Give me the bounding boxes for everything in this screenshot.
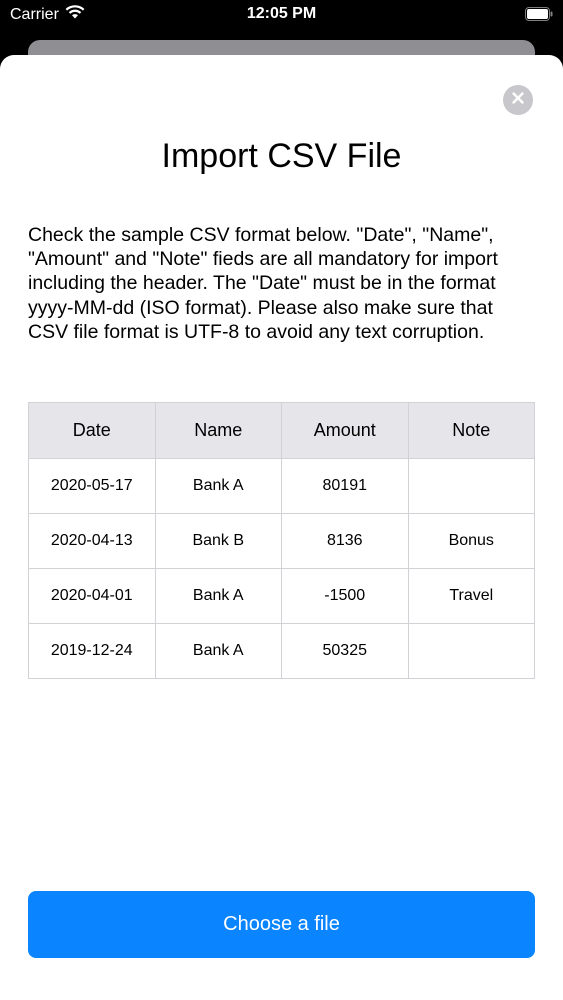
cell-amount: 8136 — [282, 514, 409, 569]
cell-name: Bank A — [155, 569, 282, 624]
cell-note: Bonus — [408, 514, 535, 569]
cell-amount: -1500 — [282, 569, 409, 624]
cell-note — [408, 459, 535, 514]
battery-icon — [525, 7, 553, 21]
sample-csv-table — [28, 402, 535, 679]
header-name: Name — [155, 403, 282, 459]
status-time: 12:05 PM — [246, 5, 317, 22]
close-icon — [511, 91, 525, 110]
cell-name: Bank A — [155, 624, 282, 679]
cell-date: 2019-12-24 — [29, 624, 156, 679]
table-row — [29, 459, 535, 514]
close-button[interactable] — [503, 85, 533, 115]
table-row — [29, 569, 535, 624]
header-amount: Amount — [282, 403, 409, 459]
cell-note: Travel — [408, 569, 535, 624]
cell-amount: 50325 — [282, 624, 409, 679]
header-date: Date — [29, 403, 156, 459]
description-text: Check the sample CSV format below. "Date", "Name", "Amount" and "Note" fieds are all mandatory for import including the header. The "Date" must be in the format yyyy-MM-dd (ISO format). Please also make sure that CSV file format is UTF-8 to avoid any text corruption. — [28, 224, 498, 343]
import-sheet — [0, 55, 563, 1000]
status-bar — [0, 0, 563, 30]
cell-name: Bank B — [155, 514, 282, 569]
cell-date: 2020-04-13 — [29, 514, 156, 569]
page-title: Import CSV File — [161, 137, 402, 175]
cell-date: 2020-04-01 — [29, 569, 156, 624]
cell-note — [408, 624, 535, 679]
carrier-label: Carrier — [10, 5, 59, 23]
header-note: Note — [408, 403, 535, 459]
cell-name: Bank A — [155, 459, 282, 514]
cell-amount: 80191 — [282, 459, 409, 514]
table-row — [29, 624, 535, 679]
table-row — [29, 514, 535, 569]
cell-date: 2020-05-17 — [29, 459, 156, 514]
choose-file-button[interactable]: Choose a file — [28, 891, 535, 958]
table-header-row — [29, 403, 535, 459]
